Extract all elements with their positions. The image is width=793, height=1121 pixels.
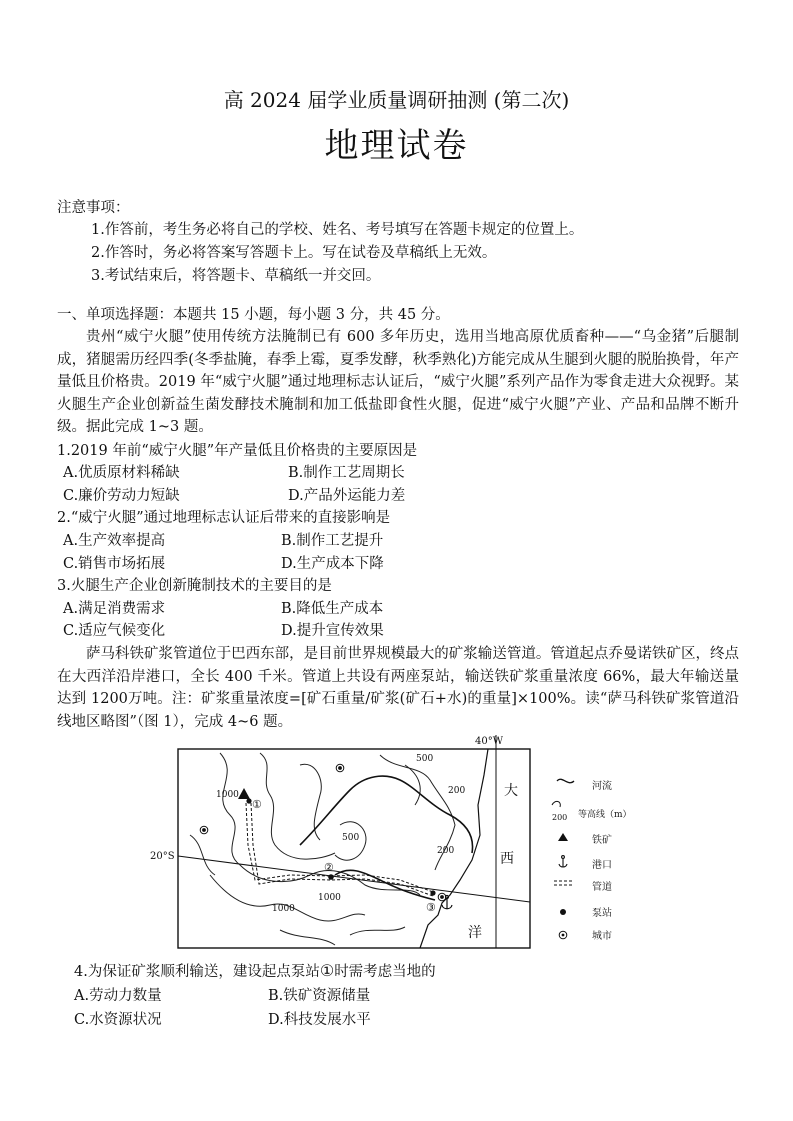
map-legend — [552, 779, 632, 942]
q4-option-d[interactable]: D.科技发展水平 — [268, 1012, 371, 1028]
contour-label-2: 500 — [416, 754, 434, 764]
contour-label-6: 1000 — [272, 904, 295, 914]
q2-option-b[interactable]: B.制作工艺提升 — [281, 533, 384, 549]
contour-lines — [190, 753, 455, 945]
q1-option-b[interactable]: B.制作工艺周期长 — [288, 465, 405, 481]
question-2-stem: 2.“威宁火腿”通过地理标志认证后带来的直接影响是 — [57, 510, 391, 526]
lon-label: 40°W — [475, 736, 504, 747]
map-frame — [178, 749, 530, 948]
question-3-stem: 3.火腿生产企业创新腌制技术的主要目的是 — [57, 578, 332, 594]
notice-item-2: 2.作答时，务必将答案写答题卡上。写在试卷及草稿纸上无效。 — [91, 245, 497, 261]
legend-port-label: 港口 — [592, 860, 612, 871]
legend-pipeline-label: 管道 — [592, 882, 612, 893]
pump-station-2-dot — [328, 874, 334, 880]
q2-option-a[interactable]: A.生产效率提高 — [63, 533, 166, 549]
passage-1: 贵州“威宁火腿”使用传统方法腌制已有 600 多年历史，选用当地高原优质畜种——“乌金猪”后腿制成，猪腿需历经四季(冬季盐腌，春季上霉，夏季发酵，秋季熟化)方能完成从生腿到火腿的脱胎换骨，年产量低且价格贵。2019 年“威宁火腿”通过地理标志认证后，“威宁火腿”系列产品作为零食走进大众视野。某火腿生产企业创新益生菌发酵技术腌制和加工低盐即食性火腿，促进“威宁火腿”产业、产品和品牌不断升级。据此完成 1~3 题。 — [57, 329, 739, 435]
question-4-stem-after: 时需考虑当地的 — [334, 964, 436, 980]
question-1-stem: 1.2019 年前“威宁火腿”年产量低且价格贵的主要原因是 — [57, 443, 418, 459]
station-mark-1: ① — [252, 798, 262, 811]
q2-option-c[interactable]: C.销售市场拓展 — [63, 556, 166, 572]
ocean-label-yang: 洋 — [468, 925, 482, 941]
contour-label-5: 200 — [437, 846, 455, 856]
ocean-label-da: 大 — [504, 783, 518, 799]
legend-iron-mine-icon — [558, 833, 568, 841]
q4-option-b[interactable]: B.铁矿资源储量 — [268, 988, 371, 1004]
river-lines — [300, 776, 473, 900]
station-mark-3: ③ — [426, 901, 436, 914]
lat-label: 20°S — [150, 851, 175, 862]
legend-pump-icon — [560, 909, 566, 915]
question-4-stem — [74, 960, 436, 983]
q3-option-c[interactable]: C.适应气候变化 — [63, 623, 166, 639]
pump-station-1-dot — [246, 798, 251, 803]
legend-city-label: 城市 — [592, 931, 612, 942]
exam-title: 地理试卷 — [324, 126, 469, 166]
q4-option-a[interactable]: A.劳动力数量 — [74, 988, 162, 1004]
q3-option-b[interactable]: B.降低生产成本 — [281, 601, 384, 617]
contour-label-3: 200 — [448, 786, 466, 796]
legend-river-label: 河流 — [592, 781, 612, 792]
passage-2: 萨马科铁矿浆管道位于巴西东部，是目前世界规模最大的矿浆输送管道。管道起点乔曼诺铁矿区，终点在大西洋沿岸港口，全长 400 千米。管道上共设有两座泵站，输送铁矿浆重量浓度 66%，最大年输送量达到 1200万吨。注：矿浆重量浓度=[矿石重量/矿浆(矿石+水)的重量]×100%。读“萨马科铁矿浆管道沿线地区略图”（图 1），完成 4~6 题。 — [57, 646, 739, 730]
q4-option-c[interactable]: C.水资源状况 — [74, 1012, 162, 1028]
legend-contour-icon — [552, 801, 560, 807]
legend-port-icon — [559, 856, 567, 867]
pump-station-3-dot — [430, 890, 435, 895]
contour-label-1: 1000 — [216, 790, 239, 800]
iron-mine-icon — [238, 788, 250, 799]
exam-subtitle: 高 2024 届学业质量调研抽测 (第二次) — [223, 88, 570, 112]
legend-pipeline-icon — [554, 881, 574, 885]
question-4-stem-mark: ① — [319, 961, 335, 980]
q1-option-a[interactable]: A.优质原材料稀缺 — [63, 465, 180, 481]
legend-contour-value: 200 — [552, 813, 568, 822]
q3-option-a[interactable]: A.满足消费需求 — [63, 601, 166, 617]
contour-label-7: 1000 — [318, 893, 341, 903]
notice-heading: 注意事项： — [57, 200, 130, 216]
pipeline-map — [150, 735, 670, 955]
q3-option-d[interactable]: D.提升宣传效果 — [281, 623, 384, 639]
legend-contour-label: 等高线（m） — [578, 810, 632, 820]
notice-item-3: 3.考试结束后，将答题卡、草稿纸一并交回。 — [91, 268, 381, 284]
legend-river-icon — [557, 779, 574, 782]
contour-label-4: 500 — [342, 833, 360, 843]
notice-item-1: 1.作答前，考生务必将自己的学校、姓名、考号填写在答题卡规定的位置上。 — [91, 222, 584, 238]
station-mark-2: ② — [324, 861, 334, 874]
ocean-label-xi: 西 — [500, 851, 514, 867]
q1-option-c[interactable]: C.廉价劳动力短缺 — [63, 488, 180, 504]
legend-pump-label: 泵站 — [592, 908, 612, 919]
q1-option-d[interactable]: D.产品外运能力差 — [288, 488, 406, 504]
section-heading: 一、单项选择题：本题共 15 小题，每小题 3 分，共 45 分。 — [57, 307, 450, 323]
legend-iron-mine-label: 铁矿 — [592, 835, 612, 846]
question-4-stem-before: 4.为保证矿浆顺利输送，建设起点泵站 — [74, 964, 320, 980]
q2-option-d[interactable]: D.生产成本下降 — [281, 556, 384, 572]
pipeline-line — [246, 803, 433, 896]
